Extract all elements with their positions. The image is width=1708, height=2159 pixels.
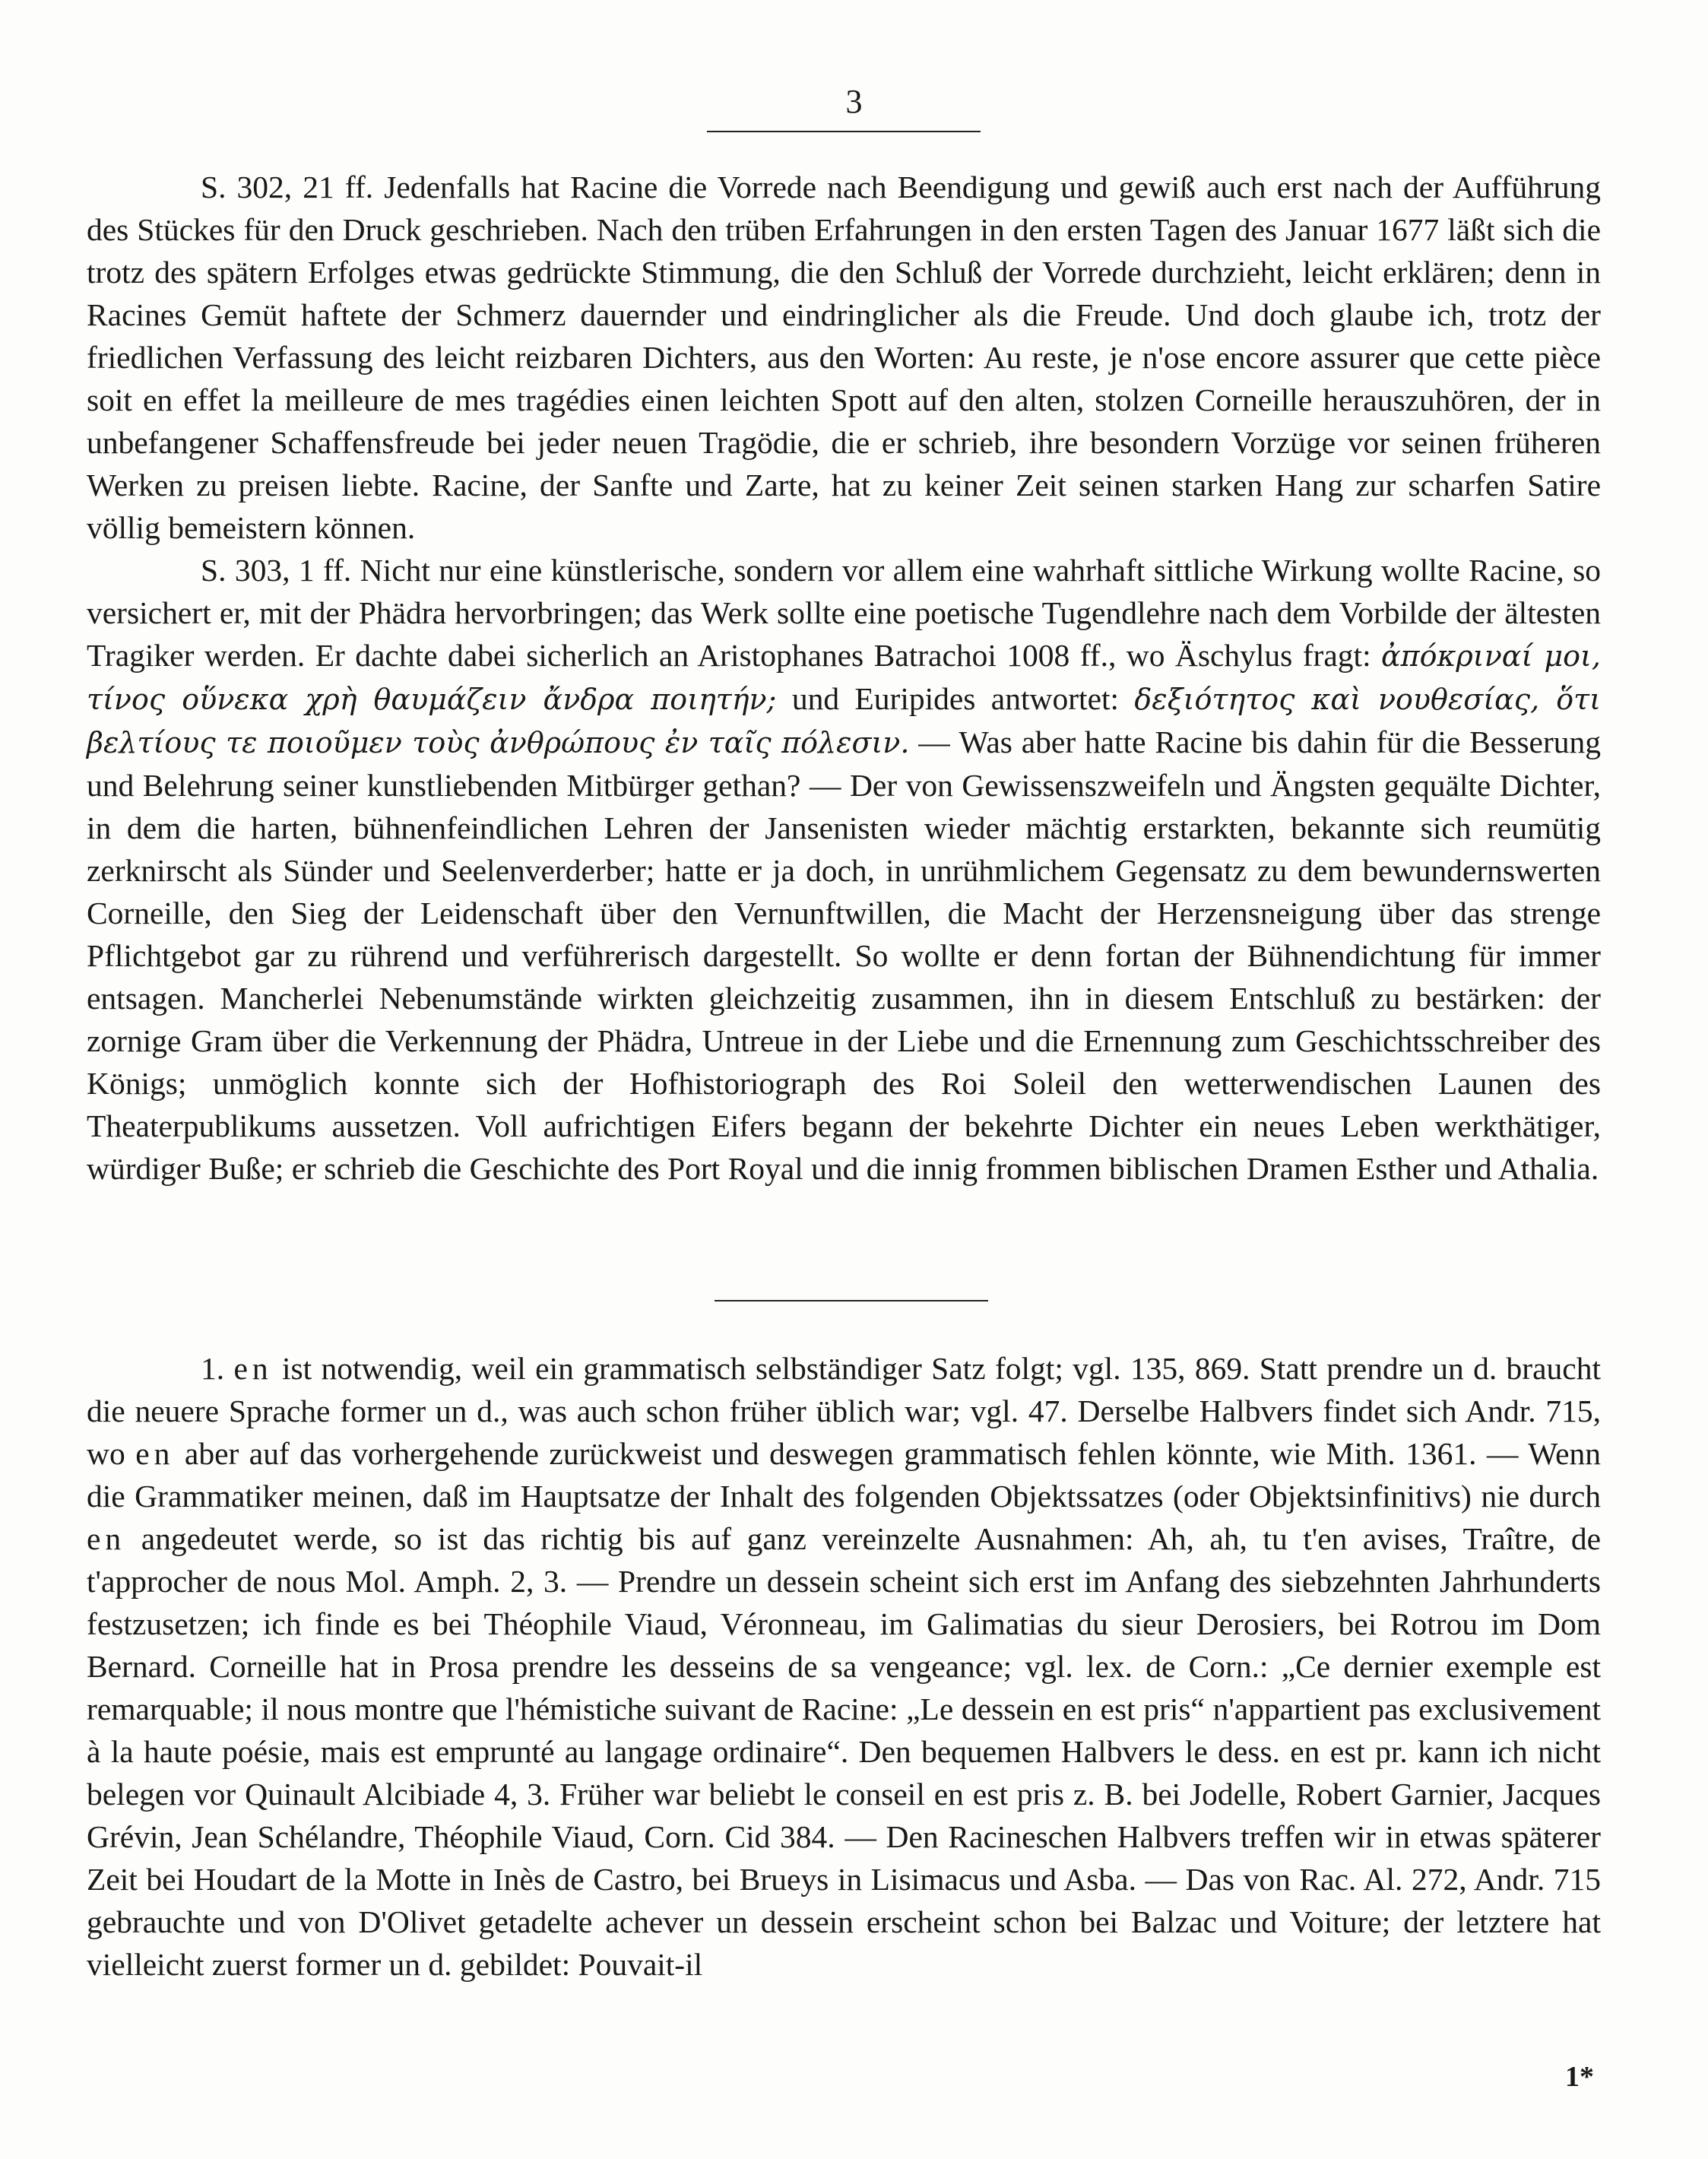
commentary-text: aber auf das vorhergehende zurückweist und deswegen grammatisch fehlen könnte, wie Mith. 1361. — Wenn die Grammatiker meinen, daß im Hauptsatze der Inhalt des folgenden Objektssatzes (oder Objektsinfinitivs) nie durch	[87, 1436, 1602, 1514]
commentary-text: angedeutet werde, so ist das richtig bis auf ganz vereinzelte Ausnahmen: Ah, ah, tu t'en avises, Traître, de t'approcher de nous Mol. Amph. 2, 3. — Prendre un dessein scheint sich erst im Anfang des siebzehnten Jahrhunderts festzusetzen; ich finde es bei Théophile Viaud, Véronneau, im Galimatias du sieur Derosiers, bei Rotrou im Dom Bernard. Corneille hat in Prosa prendre les desseins de sa vengeance; vgl. lex. de Corn.: „Ce dernier exemple est remarquable; il nous montre que l'hémistiche suivant de Racine: „Le dessein en est pris“ n'appartient pas exclusivement à la haute poésie, mais est emprunté au langage ordinaire“. Den bequemen Halbvers le dess. en est pr. kann ich nicht belegen vor Quinault Alcibiade 4, 3. Früher war beliebt le conseil en est pris z. B. bei Jodelle, Robert Garnier, Jacques Grévin, Jean Schélandre, Théophile Viaud, Corn. Cid 384. — Den Racineschen Halbvers treffen wir in etwas späterer Zeit bei Houdart de la Motte in Inès de Castro, bei Brueys in Lisimacus und Asba. — Das von Rac. Al. 272, Andr. 715 gebrauchte und von D'Olivet getadelte achever un dessein erscheint schon bei Balzac und Voiture; der letztere hat vielleicht zuerst former un d. gebildet: Pouvait-il	[87, 1521, 1602, 1982]
note-reference: S. 303, 1 ff.	[201, 553, 352, 588]
commentary-keyword: en	[87, 1521, 126, 1556]
section-divider	[715, 1300, 988, 1301]
note-text: — Was aber hatte Racine bis dahin für die Besserung und Belehrung seiner kunstliebenden Mitbürger gethan? — Der von Gewissenszweifeln und Ängsten gequälte Dichter, in dem die harten, bühnenfeindlichen Lehren der Jansenisten wieder mächtig erstarkten, bekannte sich reumütig zerknirscht als Sünder und Seelenverderber; hatte er ja doch, in unrühmlichem Gegensatz zu dem bewundernswerten Corneille, den Sieg der Leidenschaft über den Vernunftwillen, die Macht der Herzensneigung über das strenge Pflichtgebot gar zu rührend und verführerisch dargestellt. So wollte er denn fortan der Bühnendichtung für immer entsagen. Mancherlei Nebenumstände wirkten gleichzeitig zusammen, ihn in diesem Entschluß zu bestärken: der zornige Gram über die Verkennung der Phädra, Untreue in der Liebe und die Ernennung zum Geschichtsschreiber des Königs; unmöglich konnte sich der Hofhistoriograph des Roi Soleil den wetterwendischen Launen des Theaterpublikums aussetzen. Voll aufrichtigen Eifers begann der bekehrte Dichter ein neues Leben werkthätiger, würdiger Buße; er schrieb die Geschichte des Port Royal und die innig frommen biblischen Dramen Esther und Athalia.	[87, 724, 1602, 1186]
greek-quotation: ἀπόκριναί μοι, τίνος οὕνεκα χρὴ θαυμάζειν ἄνδρα ποιητήν;	[87, 639, 1602, 716]
note-reference: S. 302, 21 ff.	[201, 170, 374, 204]
note-text: Jedenfalls hat Racine die Vorrede nach Beendigung und gewiß auch erst nach der Aufführung des Stückes für den Druck geschrieben. Nach den trüben Erfahrungen in den ersten Tagen des Januar 1677 läßt sich die trotz des spätern Erfolges etwas gedrückte Stimmung, die den Schluß der Vorrede durchzieht, leicht erklären; denn in Racines Gemüt haftete der Schmerz dauernder und eindringlicher als die Freude. Und doch glaube ich, trotz der friedlichen Verfassung des leicht reizbaren Dichters, aus den Worten: Au reste, je n'ose encore assurer que cette pièce soit en effet la meilleure de mes tragédies einen leichten Spott auf den alten, stolzen Corneille herauszuhören, der in unbefangener Schaffensfreude bei jeder neuen Tragödie, die er schrieb, ihre besondern Vorzüge vor seinen früheren Werken zu preisen liebte. Racine, der Sanfte und Zarte, hat zu keiner Zeit seinen starken Hang zur scharfen Satire völlig bemeistern können.	[87, 170, 1601, 545]
commentary-paragraph	[87, 1347, 1601, 1986]
note-paragraph	[87, 549, 1601, 1190]
commentary-keyword: en	[233, 1351, 273, 1386]
note-text: und Euripides antwortet:	[791, 681, 1120, 716]
commentary-keyword: en	[135, 1436, 175, 1471]
note-paragraph	[87, 166, 1601, 549]
commentary-text: ist notwendig, weil ein grammatisch selbständiger Satz folgt; vgl. 135, 869. Statt prendre un d. braucht die neuere Sprache former un d., was auch schon früher üblich war; vgl. 47. Derselbe Halbvers findet sich Andr. 715, wo	[87, 1351, 1601, 1471]
page-number: 3	[845, 83, 863, 120]
commentary-section	[87, 1347, 1601, 1986]
header-rule	[707, 131, 981, 132]
notes-section	[87, 166, 1601, 1190]
printer-signature: 1*	[1565, 2061, 1594, 2093]
note-text: Nicht nur eine künstlerische, sondern vor allem eine wahrhaft sittliche Wirkung wollte Racine, so versichert er, mit der Phädra hervorbringen; das Werk sollte eine poetische Tugendlehre nach dem Vorbilde der ältesten Tragiker werden. Er dachte dabei sicherlich an Aristophanes Batrachoi 1008 ff., wo Äschylus fragt:	[87, 553, 1601, 673]
commentary-number: 1.	[201, 1351, 225, 1386]
greek-quotation: δεξιότητος καὶ νουθεσίας, ὅτι βελτίους τε ποιοῦμεν τοὺς ἀνθρώπους ἐν ταῖς πόλεσιν.	[87, 683, 1602, 759]
